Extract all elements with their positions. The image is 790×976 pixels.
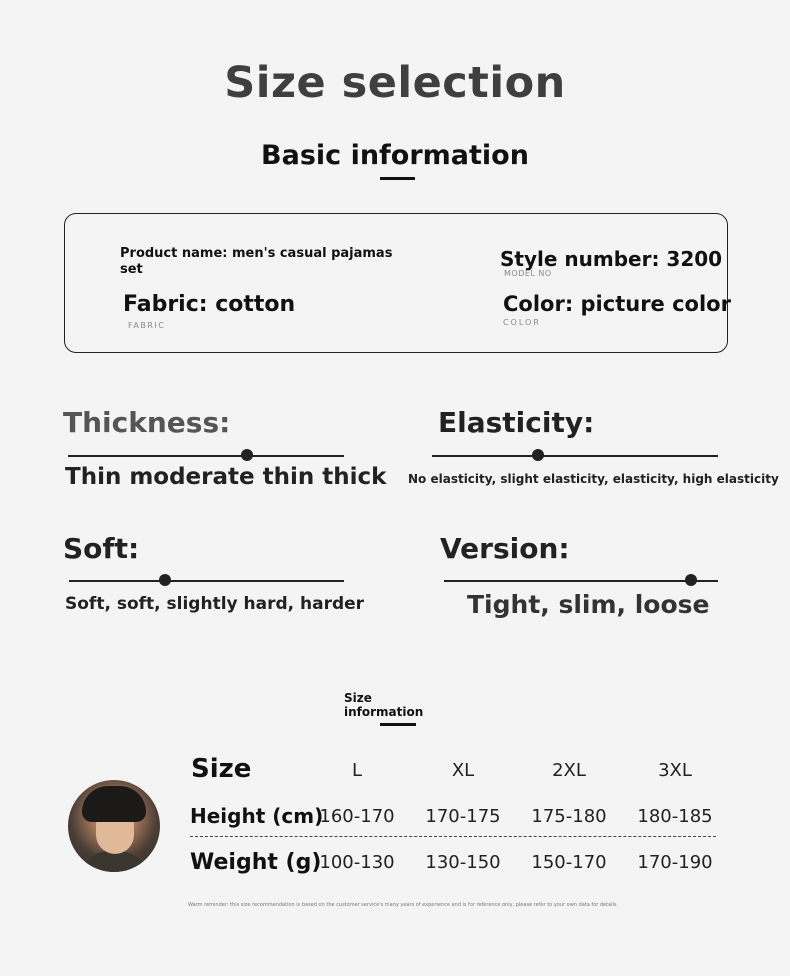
style-number: Style number: 3200: [500, 247, 723, 271]
thickness-scale: [68, 455, 344, 457]
soft-options: Soft, soft, slightly hard, harder: [65, 594, 365, 614]
color: Color: picture color: [503, 292, 731, 316]
elasticity-label: Elasticity:: [438, 406, 595, 439]
style-number-caption: MODEL NO: [504, 269, 552, 278]
soft-indicator: [159, 574, 171, 586]
height-row-label: Height (cm): [190, 804, 324, 828]
size-column-header: 2XL: [552, 760, 586, 781]
section-title-basic-info: Basic information: [261, 140, 529, 171]
height-cell: 180-185: [637, 806, 713, 827]
version-label: Version:: [440, 532, 570, 565]
section-title-underline: [380, 177, 415, 180]
product-name: Product name: men's casual pajamas set: [120, 246, 393, 277]
version-scale: [444, 580, 718, 582]
soft-scale: [69, 580, 344, 582]
weight-row-label: Weight (g): [190, 850, 322, 875]
soft-label: Soft:: [63, 532, 140, 565]
weight-cell: 170-190: [637, 852, 713, 873]
elasticity-options: No elasticity, slight elasticity, elasticity, high elasticity: [408, 472, 779, 486]
height-cell: 170-175: [425, 806, 501, 827]
fabric-caption: FABRIC: [128, 321, 166, 330]
thickness-label: Thickness:: [63, 406, 231, 439]
thickness-indicator: [241, 449, 253, 461]
size-column-header: XL: [451, 760, 475, 781]
size-column-header: 3XL: [658, 760, 692, 781]
version-options: Tight, slim, loose: [467, 590, 710, 619]
thickness-options: Thin moderate thin thick: [65, 464, 387, 490]
weight-cell: 100-130: [319, 852, 395, 873]
elasticity-indicator: [532, 449, 544, 461]
size-reminder: Warm reminder: this size recommendation is based on the customer service's many years of experience and is for reference only, please refer to your own data for details.: [188, 902, 619, 908]
page-title: Size selection: [224, 58, 566, 108]
fabric: Fabric: cotton: [123, 292, 296, 317]
table-divider: [190, 836, 716, 837]
height-cell: 175-180: [531, 806, 607, 827]
size-info-heading: Size information: [344, 691, 424, 719]
color-caption: COLOR: [503, 318, 541, 327]
elasticity-scale: [432, 455, 718, 457]
size-header-label: Size: [191, 754, 252, 784]
model-avatar: [68, 780, 160, 872]
size-column-header: L: [351, 760, 363, 781]
weight-cell: 130-150: [425, 852, 501, 873]
weight-cell: 150-170: [531, 852, 607, 873]
height-cell: 160-170: [319, 806, 395, 827]
basic-info-card: [64, 213, 728, 353]
size-info-underline: [380, 723, 416, 726]
version-indicator: [685, 574, 697, 586]
